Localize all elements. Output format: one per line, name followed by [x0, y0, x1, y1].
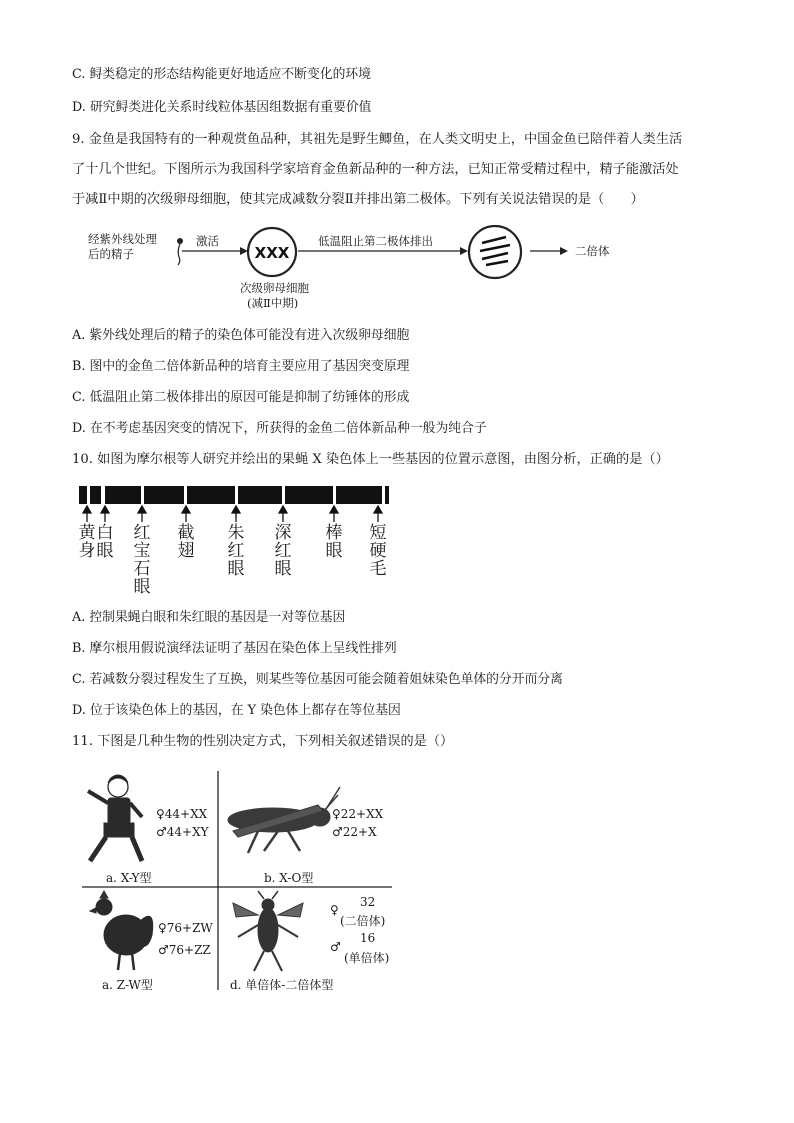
q8-option-d: D. 研究鲟类进化关系时线粒体基因组数据有重要价值 [72, 100, 372, 115]
diploid-cell-icon [469, 226, 521, 278]
panel-c-male: ♂76+ZZ [158, 943, 211, 957]
x-chromosome-bar [76, 484, 396, 524]
oocyte-label-line1: 次级卵母细胞 [240, 281, 309, 295]
bee-icon [233, 891, 303, 971]
q10-option-a: A. 控制果蝇白眼和朱红眼的基因是一对等位基因 [72, 610, 346, 625]
diploid-label: 二倍体 [575, 244, 610, 258]
panel-c-caption: a. Z-W型 [102, 978, 153, 992]
oocyte-cell-icon [248, 228, 296, 276]
rooster-icon [90, 891, 153, 970]
gene-vermilion-eye: 朱 红 眼 [227, 523, 245, 579]
chromosome-figure [76, 484, 396, 596]
q9-option-b: B. 图中的金鱼二倍体新品种的培育主要应用了基因突变原理 [72, 359, 410, 374]
q9-stem-line1: 9. 金鱼是我国特有的一种观赏鱼品种，其祖先是野生鲫鱼，在人类文明史上，中国金鱼已陪伴着人类生活 [72, 132, 683, 147]
panel-d-male-count: 16 [360, 931, 376, 945]
panel-d-female-count: 32 [360, 895, 376, 909]
panel-a-caption: a. X-Y型 [106, 871, 152, 885]
gene-short-bristle: 短 硬 毛 [369, 523, 387, 579]
panel-a-male: ♂44+XY [156, 825, 209, 839]
gene-yellow-body: 黄 身 [78, 523, 96, 561]
human-icon [88, 775, 142, 861]
gene-carmine-eye: 深 红 眼 [274, 523, 292, 579]
panel-c-female: ♀76+ZW [158, 921, 213, 935]
q10-option-b: B. 摩尔根用假说演绎法证明了基因在染色体上呈线性排列 [72, 641, 397, 656]
svg-text:XXX: XXX [254, 244, 290, 262]
q10-stem: 10. 如图为摩尔根等人研究并绘出的果蝇 X 染色体上一些基因的位置示意图，由图分析，正确的是（） [72, 452, 669, 467]
gene-ruby-eye: 红 宝 石 眼 [133, 523, 151, 597]
gene-cut-wing: 截 翅 [177, 523, 195, 561]
oocyte-label-line2: (减Ⅱ中期) [247, 296, 299, 310]
sex-determination-figure [78, 765, 418, 997]
q9-option-d: D. 在不考虑基因突变的情况下，所获得的金鱼二倍体新品种一般为纯合子 [72, 421, 487, 436]
gene-white-eye: 白 眼 [96, 523, 114, 561]
sperm-label-line2: 后的精子 [88, 247, 134, 261]
panel-d-female-symbol: ♀ [330, 903, 339, 917]
grasshopper-icon [228, 787, 340, 853]
arrow-low-temperature-label: 低温阻止第二极体排出 [318, 234, 433, 248]
q9-stem-line2: 了十几个世纪。下图所示为我国科学家培育金鱼新品种的一种方法，已知正常受精过程中，精子能激活处 [72, 162, 679, 177]
panel-d-male-symbol: ♂ [330, 940, 341, 954]
panel-d-caption: d. 单倍体-二倍体型 [230, 978, 334, 992]
panel-b-female: ♀22+XX [332, 807, 384, 821]
q10-option-c: C. 若减数分裂过程发生了互换，则某些等位基因可能会随着姐妹染色单体的分开而分离 [72, 672, 563, 687]
q8-option-c: C. 鲟类稳定的形态结构能更好地适应不断变化的环境 [72, 67, 372, 82]
sperm-label-line1: 经紫外线处理 [88, 232, 157, 246]
gene-bar-eye: 棒 眼 [325, 523, 343, 561]
panel-b-caption: b. X-O型 [264, 871, 314, 885]
panel-a-female: ♀44+XX [156, 807, 208, 821]
panel-d-female-type: (二倍体) [340, 914, 386, 928]
q9-option-c: C. 低温阻止第二极体排出的原因可能是抑制了纺锤体的形成 [72, 390, 410, 405]
q9-figure [80, 225, 640, 315]
arrow-result-icon [530, 247, 568, 255]
q9-stem-line3: 于减Ⅱ中期的次级卵母细胞，使其完成减数分裂Ⅱ并排出第二极体。下列有关说法错误的是（ ） [72, 192, 644, 207]
q9-option-a: A. 紫外线处理后的精子的染色体可能没有进入次级卵母细胞 [72, 328, 410, 343]
panel-b-male: ♂22+X [332, 825, 377, 839]
q10-option-d: D. 位于该染色体上的基因，在 Y 染色体上都存在等位基因 [72, 703, 401, 718]
panel-d-male-type: (单倍体) [344, 951, 390, 965]
arrow-activate-label: 激活 [196, 234, 219, 248]
q11-stem: 11. 下图是几种生物的性别决定方式，下列相关叙述错误的是（） [72, 734, 454, 749]
